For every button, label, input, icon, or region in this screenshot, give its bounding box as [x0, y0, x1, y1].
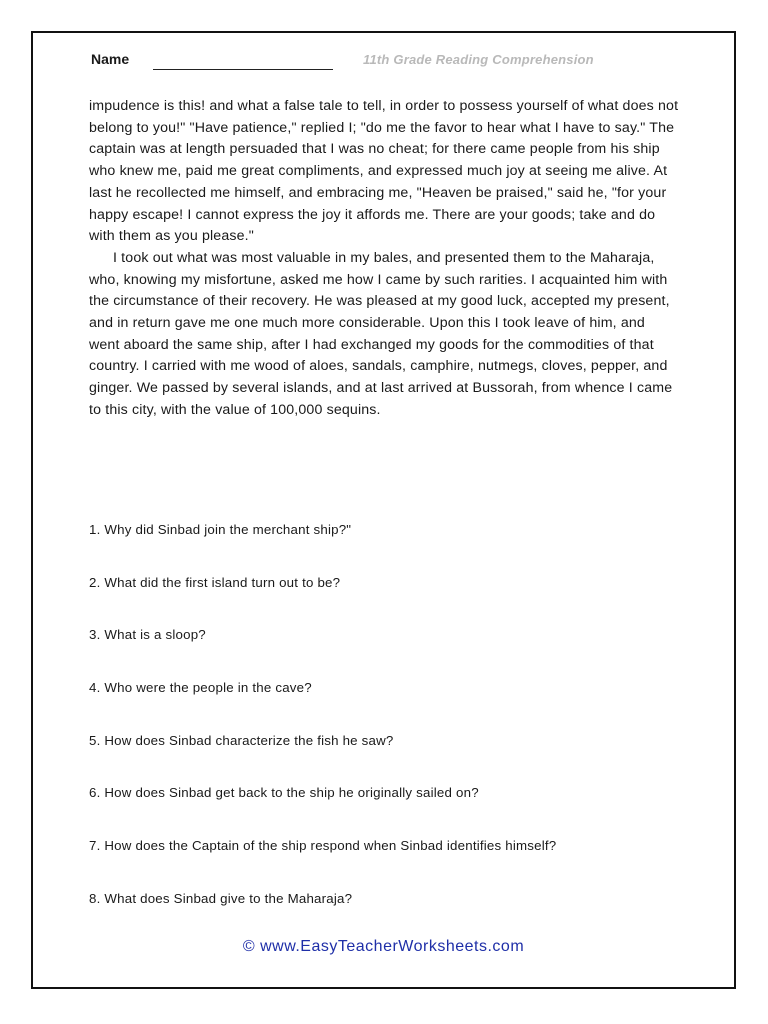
- worksheet-header: [91, 49, 651, 73]
- name-blank-line: [153, 69, 333, 70]
- question-item: 4. Who were the people in the cave?: [89, 680, 312, 696]
- question-item: 2. What did the first island turn out to be?: [89, 574, 341, 590]
- worksheet-title: 11th Grade Reading Comprehension: [363, 52, 594, 67]
- reading-passage: [89, 96, 679, 422]
- question-item: 5. How does Sinbad characterize the fish he saw?: [89, 732, 394, 748]
- footer-website-link[interactable]: © www.EasyTeacherWorksheets.com: [242, 938, 525, 955]
- question-item: 3. What is a sloop?: [89, 627, 206, 643]
- worksheet-page: [31, 31, 736, 989]
- question-item: 6. How does Sinbad get back to the ship he originally sailed on?: [89, 785, 479, 801]
- question-list: [89, 521, 689, 943]
- passage-paragraph-2: I took out what was most valuable in my bales, and presented them to the Maharaja, who, knowing my misfortune, asked me how I came by such rarities. I acquainted him with the circumstance of their recovery. He was pleased at my good luck, accepted my present, and in return gave me one much more considerable. Upon this I took leave of him, and went aboard the same ship, after I had exchanged my goods for the commodities of that country. I carried with me wood of aloes, sandals, camphire, nutmegs, cloves, pepper, and ginger. We passed by several islands, and at last arrived at Bussorah, from whence I came to this city, with the value of 100,000 sequins.: [89, 249, 673, 418]
- question-item: 1. Why did Sinbad join the merchant ship?": [89, 522, 352, 537]
- name-label: Name: [91, 51, 130, 67]
- question-item: 7. How does the Captain of the ship respond when Sinbad identifies himself?: [89, 838, 557, 854]
- question-item: 8. What does Sinbad give to the Maharaja?: [89, 890, 353, 906]
- passage-paragraph-1: impudence is this! and what a false tale to tell, in order to possess yourself of what does not belong to you!" "Have patience," replied I; "do me the favor to hear what I have to say." The captain was at length persuaded that I was no cheat; for there came people from his ship who knew me, paid me great compliments, and expressed much joy at seeing me alive. At last he recollected me himself, and embracing me, "Heaven be praised," said he, "for your happy escape! I cannot express the joy it affords me. There are your goods; take and do with them as you please.": [89, 98, 679, 245]
